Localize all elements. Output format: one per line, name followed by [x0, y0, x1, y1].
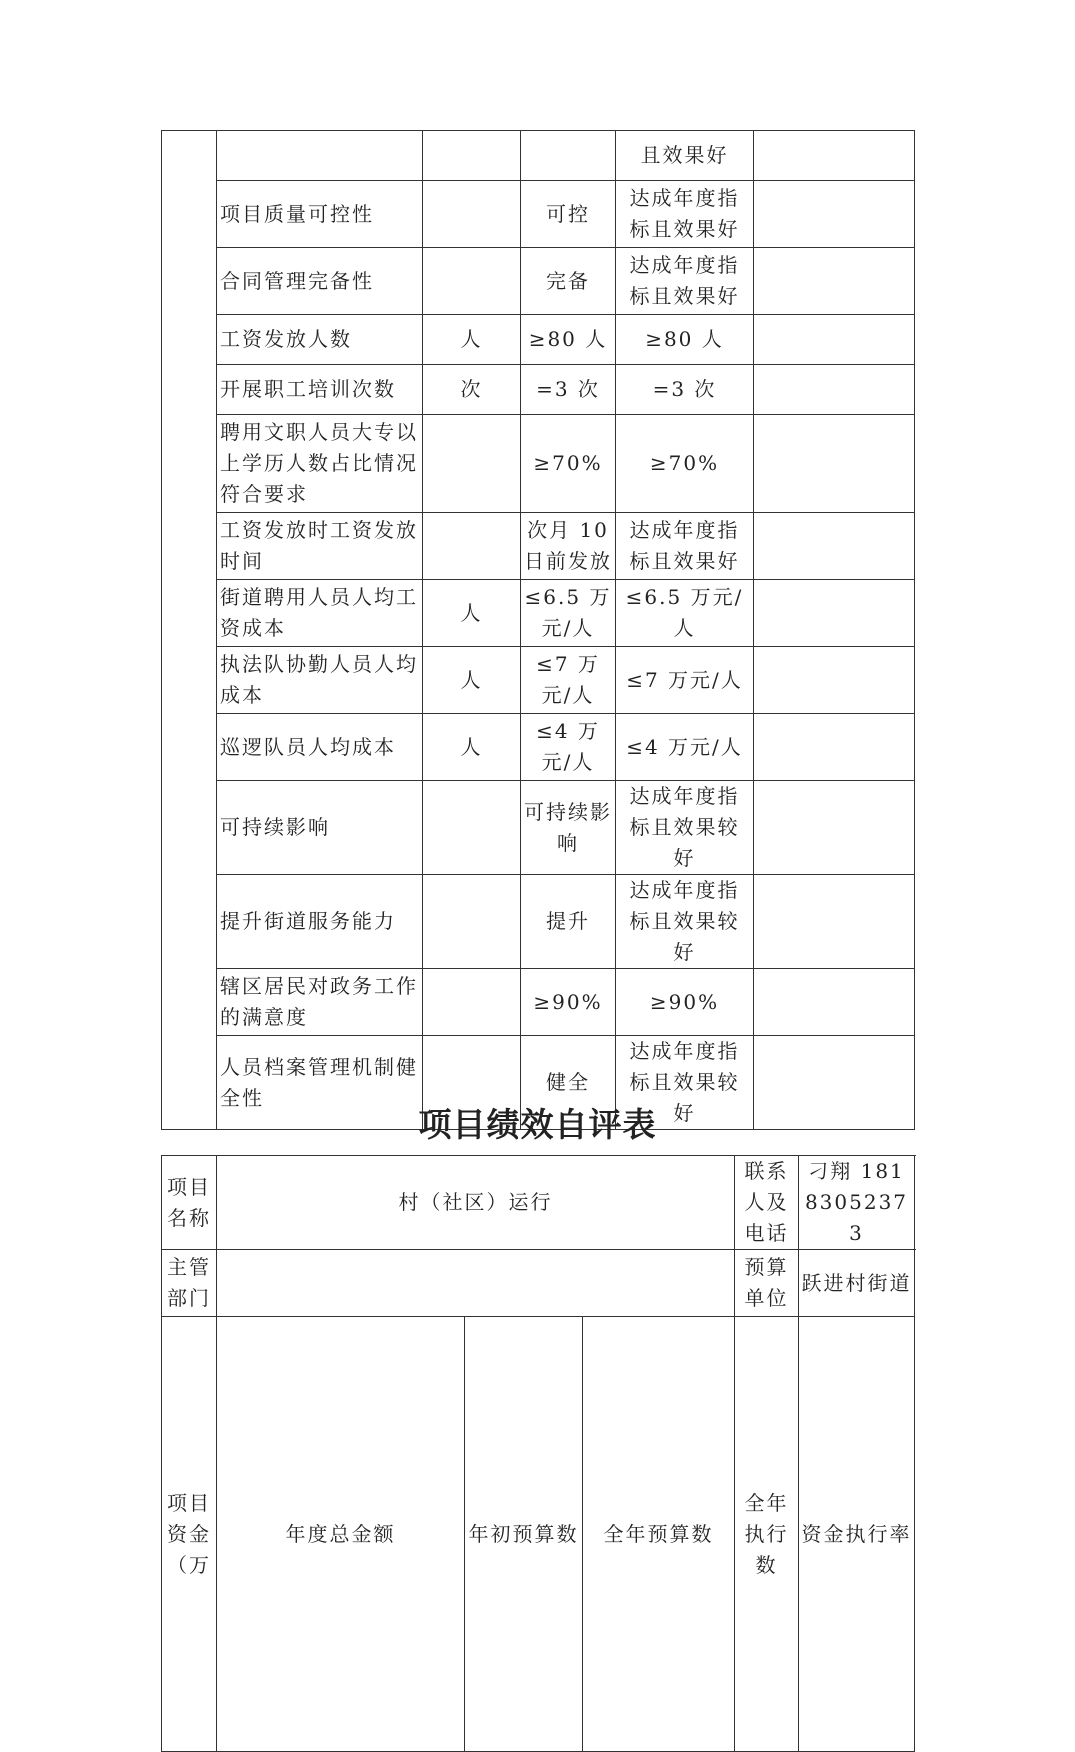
exec-rate-label: 资金执行率 [799, 1317, 915, 1752]
note-cell [754, 248, 915, 315]
target-cell: 完备 [521, 248, 616, 315]
indicator-name-cell: 提升街道服务能力 [217, 875, 423, 969]
indicator-name-cell: 街道聘用人员人均工资成本 [217, 580, 423, 647]
note-cell [754, 365, 915, 415]
target-cell: =3 次 [521, 365, 616, 415]
indicator-name-cell: 巡逻队员人均成本 [217, 714, 423, 781]
target-cell: ≤6.5 万元/人 [521, 580, 616, 647]
note-cell [754, 415, 915, 513]
unit-cell: 次 [423, 365, 521, 415]
indicator-name-cell: 开展职工培训次数 [217, 365, 423, 415]
actual-cell: =3 次 [616, 365, 754, 415]
target-cell: 可控 [521, 181, 616, 248]
full-year-budget-label: 全年预算数 [583, 1317, 735, 1752]
project-name-label: 项目名称 [162, 1156, 217, 1250]
table-row [162, 781, 915, 875]
table-row [162, 714, 915, 781]
project-name-row [162, 1156, 915, 1250]
indicator-name-cell: 辖区居民对政务工作的满意度 [217, 969, 423, 1036]
annual-total-label: 年度总金额 [217, 1317, 465, 1752]
target-cell: ≥80 人 [521, 315, 616, 365]
dept-row [162, 1250, 915, 1317]
note-cell [754, 647, 915, 714]
unit-cell [423, 875, 521, 969]
actual-cell: 且效果好 [616, 131, 754, 181]
indicator-name-cell: 工资发放时工资发放时间 [217, 513, 423, 580]
table-row [162, 248, 915, 315]
initial-budget-label: 年初预算数 [465, 1317, 583, 1752]
unit-cell: 人 [423, 315, 521, 365]
table-row [162, 647, 915, 714]
project-name-value: 村（社区）运行 [217, 1156, 735, 1250]
form-title: 项目绩效自评表 [418, 1105, 657, 1144]
unit-cell [423, 781, 521, 875]
actual-cell: ≤7 万元/人 [616, 647, 754, 714]
dept-value [217, 1250, 735, 1317]
table-row [162, 181, 915, 248]
table-row [162, 513, 915, 580]
unit-cell [423, 131, 521, 181]
target-cell: ≥70% [521, 415, 616, 513]
actual-cell: ≤4 万元/人 [616, 714, 754, 781]
note-cell [754, 969, 915, 1036]
table-row [162, 875, 915, 969]
target-cell: 可持续影响 [521, 781, 616, 875]
unit-cell: 人 [423, 714, 521, 781]
table-row [162, 365, 915, 415]
contact-label: 联系人及电话 [735, 1156, 799, 1250]
indicator-name-cell: 工资发放人数 [217, 315, 423, 365]
unit-cell: 人 [423, 580, 521, 647]
actual-cell: 达成年度指标且效果好 [616, 513, 754, 580]
note-cell [754, 181, 915, 248]
indicator-name-cell [217, 131, 423, 181]
actual-cell: ≤6.5 万元/人 [616, 580, 754, 647]
funds-row [162, 1317, 915, 1752]
note-cell [754, 714, 915, 781]
table-row [162, 315, 915, 365]
note-cell [754, 781, 915, 875]
actual-cell: 达成年度指标且效果较好 [616, 1036, 754, 1130]
note-cell [754, 580, 915, 647]
target-cell: ≤7 万元/人 [521, 647, 616, 714]
actual-cell: 达成年度指标且效果好 [616, 248, 754, 315]
target-cell: 次月 10 日前发放 [521, 513, 616, 580]
budget-unit-label: 预算单位 [735, 1250, 799, 1317]
target-cell: 健全 [521, 1036, 616, 1130]
full-year-exec-label: 全年执行数 [735, 1317, 799, 1752]
actual-cell: 达成年度指标且效果较好 [616, 875, 754, 969]
table-row [162, 415, 915, 513]
actual-cell: 达成年度指标且效果好 [616, 181, 754, 248]
actual-cell: ≥80 人 [616, 315, 754, 365]
note-cell [754, 513, 915, 580]
unit-cell [423, 513, 521, 580]
unit-cell [423, 181, 521, 248]
actual-cell: ≥70% [616, 415, 754, 513]
indicator-name-cell: 项目质量可控性 [217, 181, 423, 248]
budget-unit-value: 跃进村街道 [799, 1250, 915, 1317]
indicator-name-cell: 可持续影响 [217, 781, 423, 875]
note-cell [754, 875, 915, 969]
note-cell [754, 131, 915, 181]
dept-label: 主管部门 [162, 1250, 217, 1317]
unit-cell: 人 [423, 647, 521, 714]
indicator-name-cell: 合同管理完备性 [217, 248, 423, 315]
target-cell [521, 131, 616, 181]
self-eval-table [161, 1155, 915, 1752]
target-cell: ≥90% [521, 969, 616, 1036]
actual-cell: ≥90% [616, 969, 754, 1036]
table-row [162, 131, 915, 181]
indicator-name-cell: 聘用文职人员大专以上学历人数占比情况符合要求 [217, 415, 423, 513]
unit-cell [423, 248, 521, 315]
indicator-name-cell: 执法队协勤人员人均成本 [217, 647, 423, 714]
table-row [162, 580, 915, 647]
contact-value: 刁翔 18183052373 [799, 1156, 915, 1250]
funds-label: 项目资金（万 [162, 1317, 217, 1752]
category-cell [162, 131, 217, 1130]
unit-cell [423, 415, 521, 513]
target-cell: 提升 [521, 875, 616, 969]
indicator-name-cell: 人员档案管理机制健全性 [217, 1036, 423, 1130]
target-cell: ≤4 万元/人 [521, 714, 616, 781]
unit-cell [423, 969, 521, 1036]
note-cell [754, 315, 915, 365]
actual-cell: 达成年度指标且效果较好 [616, 781, 754, 875]
table-row [162, 969, 915, 1036]
indicator-table [161, 130, 915, 1130]
